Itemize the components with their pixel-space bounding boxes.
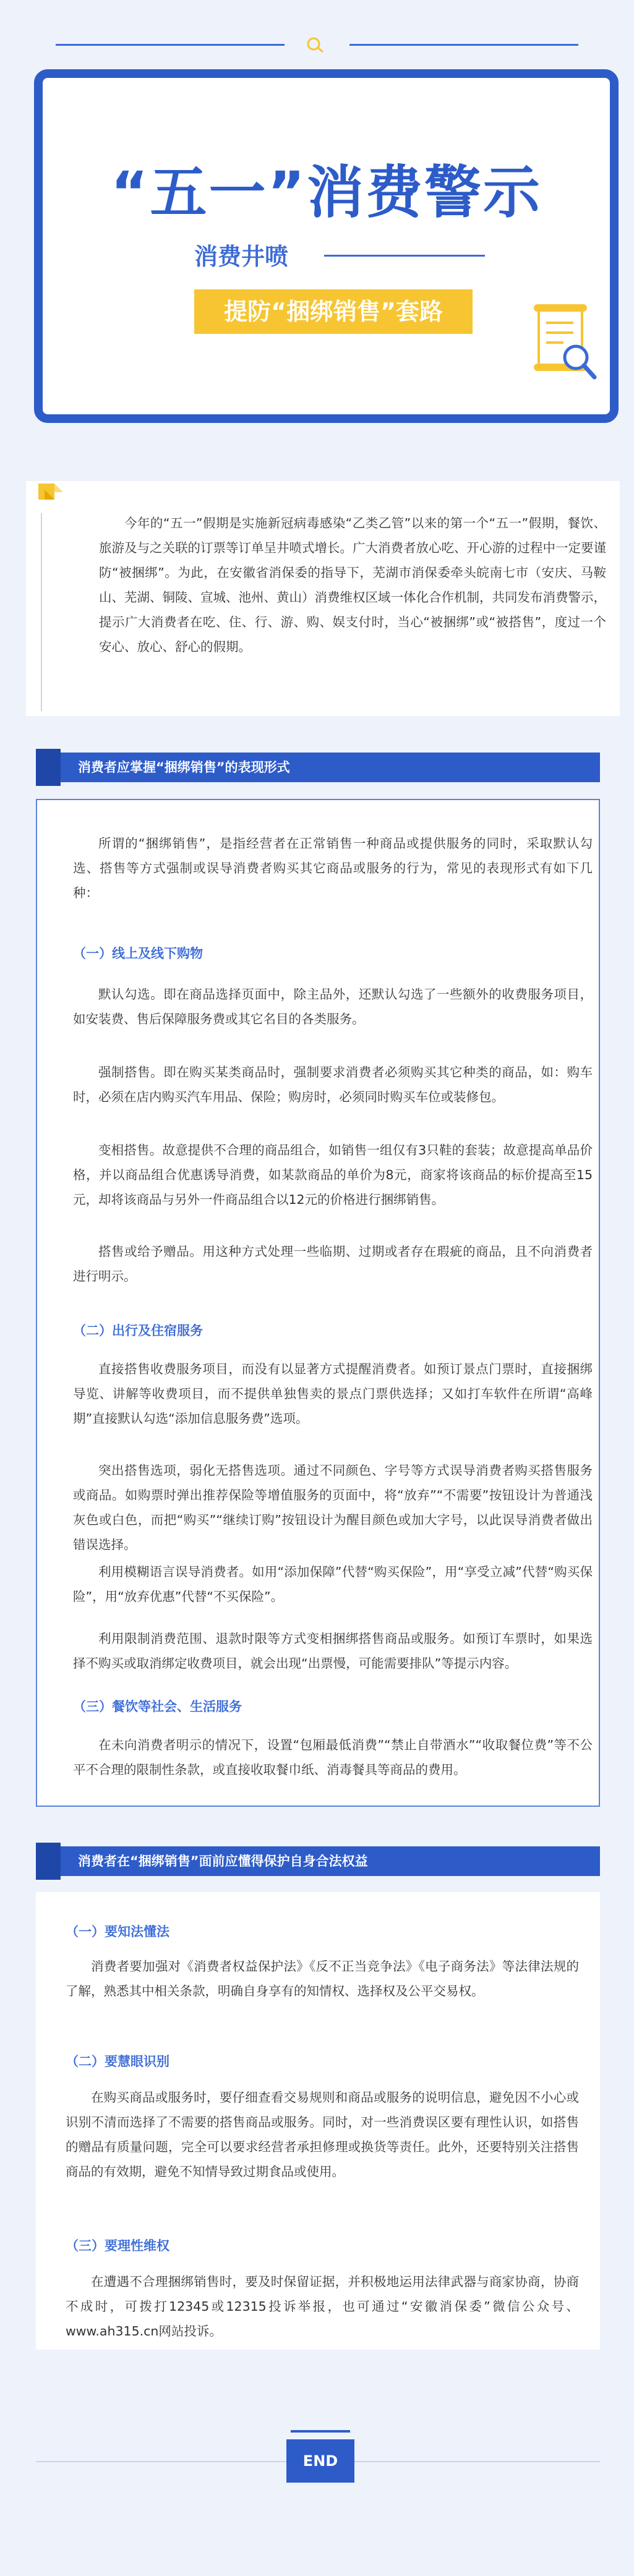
section2-para-3: 在遭遇不合理捆绑销售时，要及时保留证据，并积极地运用法律武器与商家协商，协商不成时，可拨打12345或12315投诉举报，也可通过“安徽消保委”微信公众号、www.ah315.cn网站投诉。 [66,2274,579,2339]
section2-para-1: 消费者要加强对《消费者权益保护法》《反不正当竞争法》《电子商务法》等法律法规的了解，熟悉其中相关条款，明确自身享有的知情权、选择权及公平交易权。 [66,1959,579,1998]
section1-para-3: 变相搭售。故意提供不合理的商品组合，如销售一组仅有3只鞋的套装；故意提高单品价格，并以商品组合优惠诱导消费，如某款商品的单价为8元，商家将该商品的标价提高至15元，却将该商品与另外一件商品组合以12元的价格进行捆绑销售。 [73,1143,593,1207]
page-corner-icon [36,481,68,506]
end-ornament [291,2430,350,2433]
section2-heading-1: （一）要知法懂法 [66,1924,169,1939]
intro-side-line [41,513,42,711]
section2-para-2: 在购买商品或服务时，要仔细查看交易规则和商品或服务的说明信息，避免因不小心或识别不清而选择了不需要的搭售商品或服务。同时，对一些消费误区要有理性认识，如搭售的赠品有质量问题，完全可以要求经营者承担修理或换货等责任。此外，还要特别关注搭售商品的有效期，避免不知情导致过期食品或使用。 [66,2090,579,2179]
banner-tab [36,1843,61,1880]
section1-box [36,799,600,1807]
section1-banner [36,753,600,782]
ornament-line-right [349,44,578,46]
document-magnifier-icon [533,302,601,388]
section1-para-2: 强制搭售。即在购买某类商品时，强制要求消费者必须购买其它种类的商品，如：购车时，必须在店内购买汽车用品、保险；购房时，必须同时购买车位或装修包。 [73,1065,593,1104]
section1-para-6: 突出搭售选项，弱化无搭售选项。通过不同颜色、字号等方式误导消费者购买搭售服务或商品。如购票时弹出推荐保险等增值服务的页面中，将“放弃”“不需要”按钮设计为普通浅灰色或白色，而把“购买”“继续订购”按钮设计为醒目颜色或加大字号，以此误导消费者做出错误选择。 [73,1463,593,1552]
section2-heading-2: （二）要慧眼识别 [66,2054,169,2069]
subtitle-line [324,255,485,257]
section2-banner-label: 消费者在“捆绑销售”面前应懂得保护自身合法权益 [78,1854,368,1869]
section1-para-5: 直接搭售收费服务项目，而没有以显著方式提醒消费者。如预订景点门票时，直接捆绑导览、讲解等收费项目，而不提供单独售卖的景点门票供选择；又如打车软件在所谓“高峰期”直接默认勾选“添加信息服务费”选项。 [73,1362,593,1426]
section1-heading-3: （三）餐饮等社会、生活服务 [73,1699,242,1714]
section1-para-4: 搭售或给予赠品。用这种方式处理一些临期、过期或者存在瑕疵的商品，且不向消费者进行明示。 [73,1244,593,1284]
end-label: END [286,2439,354,2483]
subtitle-row [194,237,288,268]
banner-tab [36,749,61,786]
section1-para-1: 默认勾选。即在商品选择页面中，除主品外，还默认勾选了一些额外的收费服务项目，如安装费、售后保障服务费或其它名目的各类服务。 [73,987,593,1026]
intro-card [26,481,620,716]
section1-heading-1: （一）线上及线下购物 [73,946,203,961]
section1-heading-2: （二）出行及住宿服务 [73,1323,203,1338]
header-card [34,69,619,423]
intro-text: 今年的“五一”假期是实施新冠病毒感染“乙类乙管”以来的第一个“五一”假期，餐饮、旅游及与之关联的订票等订单呈井喷式增长。广大消费者放心吃、开心游的过程中一定要谨防“被捆绑”。为此，在安徽省消保委的指导下，芜湖市消保委牵头皖南七市（安庆、马鞍山、芜湖、铜陵、宣城、池州、黄山）消费维权区域一体化合作机制，共同发布消费警示，提示广大消费者在吃、住、行、游、购、娱支付时，当心“被捆绑”或“被搭售”，度过一个安心、放心、舒心的假期。 [99,516,606,654]
magnifier-icon [304,36,329,54]
subtitle: 消费井喷 [194,243,289,270]
section1-para-8: 利用限制消费范围、退款时限等方式变相捆绑搭售商品或服务。如预订车票时，如果选择不购买或取消绑定收费项目，就会出现“出票慢，可能需要排队”等提示内容。 [73,1631,593,1671]
section2-heading-3: （三）要理性维权 [66,2238,169,2253]
section2-box [36,1892,600,2350]
top-ornament [56,35,578,53]
section1-para-9: 在未向消费者明示的情况下，设置“包厢最低消费”“禁止自带酒水”“收取餐位费”等不公平不合理的限制性条款，或直接收取餐巾纸、消毒餐具等商品的费用。 [73,1738,593,1777]
section2-banner [36,1846,600,1876]
section1-para-7: 利用模糊语言误导消费者。如用“添加保障”代替“购买保险”，用“享受立减”代替“购买保险”，用“放弃优惠”代替“不买保险”。 [73,1564,593,1604]
page-title: “五一”消费警示 [111,160,542,226]
section1-lead: 所谓的“捆绑销售”，是指经营者在正常销售一种商品或提供服务的同时，采取默认勾选、搭售等方式强制或误导消费者购买其它商品或服务的行为，常见的表现形式有如下几种： [73,836,593,900]
ornament-line-left [56,44,285,46]
section1-banner-label: 消费者应掌握“捆绑销售”的表现形式 [78,760,290,775]
tag-box: 提防“捆绑销售”套路 [194,289,473,334]
